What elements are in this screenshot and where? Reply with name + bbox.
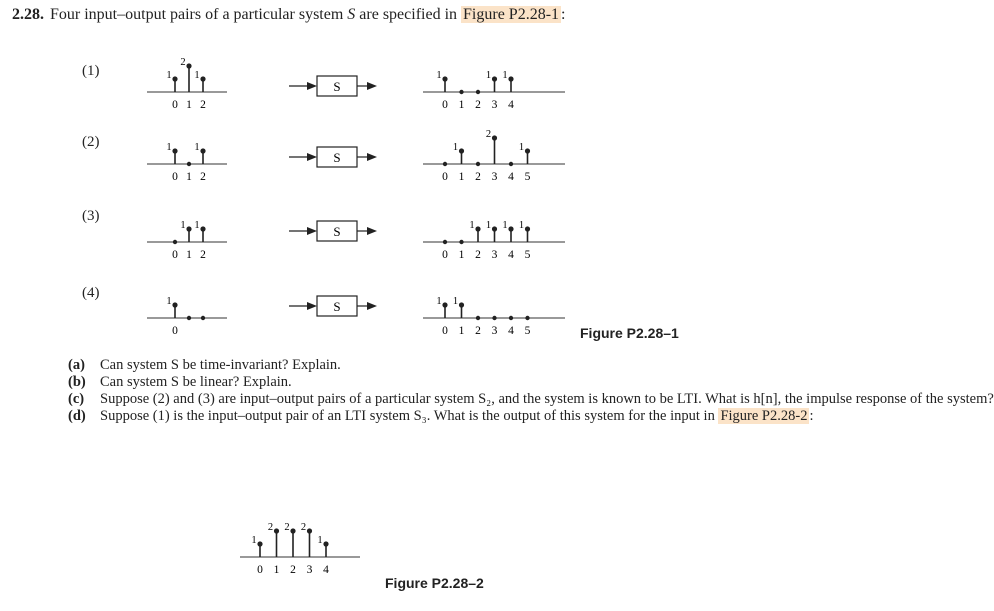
question-c-text: Suppose (2) and (3) are input–output pairs of a particular system S₂, and the system is known to be LTI. What is h[n], the impulse response of the system? <box>100 391 994 407</box>
pair-4-output-stem-head-n0 <box>442 302 447 307</box>
question-c <box>68 391 994 408</box>
pair-4-output-zero-sample-n5 <box>525 316 529 320</box>
pair-1-input-tick-1: 1 <box>186 99 192 111</box>
pair-2-output-zero-sample-n0 <box>443 162 447 166</box>
question-a-text: Can system S be time-invariant? Explain. <box>100 357 341 373</box>
pair-1-input-stem-head-n2 <box>200 76 205 81</box>
pair-4-label: (4) <box>82 285 100 301</box>
pair-3-output-tick-3: 3 <box>491 249 498 261</box>
pair-3-input-stem-head-n1 <box>186 226 191 231</box>
pair-4-output-arrow-icon <box>367 302 377 310</box>
question-d-text: Suppose (1) is the input–output pair of an LTI system S₃. What is the output of this system for the input in <box>100 408 719 424</box>
pair-2-input-tick-2: 2 <box>200 171 206 183</box>
question-c-label: (c) <box>68 391 85 407</box>
pair-3-input-zero-sample-n0 <box>173 240 177 244</box>
pair-3-output-tick-1: 1 <box>458 249 465 261</box>
pair-1-output-arrow-icon <box>367 82 377 90</box>
pair-2-output-stem-head-n3 <box>492 135 497 140</box>
pair-3-output-tick-2: 2 <box>475 249 481 261</box>
pair-2-output-tick-3: 3 <box>491 171 498 183</box>
pair-4-input-stem-head-n0 <box>172 302 177 307</box>
question-b-label: (b) <box>68 374 86 390</box>
pair-3-input-stem-head-n2 <box>200 226 205 231</box>
pair-2-label: (2) <box>82 134 100 150</box>
pair-2-output-arrow-icon <box>367 153 377 161</box>
pair-1-output-tick-2: 2 <box>475 99 481 111</box>
figure-2-input-tick-2: 2 <box>290 564 296 576</box>
pair-1-input-value-label-n2: 1 <box>194 70 200 81</box>
pair-4-output-zero-sample-n2 <box>476 316 480 320</box>
pair-1-input-arrow-icon <box>307 82 317 90</box>
figure-2-input-tick-1: 1 <box>273 564 280 576</box>
pair-3-output-stem-head-n5 <box>525 226 530 231</box>
pair-2-input-value-label-n2: 1 <box>194 142 200 153</box>
pair-1-system-label: S <box>333 79 341 94</box>
pair-2-system-label: S <box>333 150 341 165</box>
pair-1-input-tick-0: 0 <box>172 99 178 111</box>
pair-1-output-value-label-n4: 1 <box>502 70 508 81</box>
figure-2-input-tick-4: 4 <box>323 564 329 576</box>
questions-list <box>68 357 994 425</box>
problem-intro-after: are specified in <box>355 6 462 23</box>
pair-2-output-value-label-n1: 1 <box>452 142 459 153</box>
pair-3-output-zero-sample-n1 <box>459 240 463 244</box>
pair-4-input-value-label-n0: 1 <box>166 296 172 307</box>
pair-4-output-zero-sample-n4 <box>509 316 513 320</box>
figure-2-input-stem-head-n0 <box>257 541 262 546</box>
pair-2-output-tick-0: 0 <box>442 171 448 183</box>
pair-4-output-value-label-n0: 1 <box>436 296 442 307</box>
pair-3-input-value-label-n1: 1 <box>180 220 186 231</box>
pair-3-output-arrow-icon <box>367 227 377 235</box>
pair-2-output-tick-4: 4 <box>508 171 514 183</box>
pair-1-input-tick-2: 2 <box>200 99 206 111</box>
pair-2-input-tick-1: 1 <box>186 171 192 183</box>
pair-1-input-stem-head-n0 <box>172 76 177 81</box>
system-name: S <box>347 6 356 23</box>
pair-2-output-tick-5: 5 <box>524 171 531 183</box>
figure-2-reference-link[interactable]: Figure P2.28-2 <box>720 408 808 424</box>
pair-1-output-tick-4: 4 <box>508 99 514 111</box>
pair-4-input-zero-sample-n1 <box>187 316 191 320</box>
pair-1-output-stem-head-n3 <box>492 76 497 81</box>
pair-1-output-value-label-n0: 1 <box>436 70 442 81</box>
pair-1-output-tick-3: 3 <box>491 99 498 111</box>
question-d <box>68 408 814 425</box>
pair-3-label: (3) <box>82 208 100 224</box>
pair-3-input-value-label-n2: 1 <box>194 220 200 231</box>
pair-4-output-tick-1: 1 <box>458 325 465 337</box>
figure-2-input-tick-3: 3 <box>306 564 313 576</box>
question-b <box>68 374 688 391</box>
pair-4-output-tick-2: 2 <box>475 325 481 337</box>
figure-2-input-stem-head-n1 <box>274 528 279 533</box>
pair-1-output-stem-head-n4 <box>508 76 513 81</box>
problem-intro-end: : <box>561 6 566 23</box>
figure-2-input-value-label-n1: 2 <box>267 522 274 533</box>
pair-2-input-arrow-icon <box>307 153 317 161</box>
pair-3-output-value-label-n4: 1 <box>502 220 508 231</box>
pair-4-output-value-label-n1: 1 <box>452 296 459 307</box>
figure-2-input-value-label-n3: 2 <box>300 522 307 533</box>
question-b-text: Can system S be linear? Explain. <box>100 374 292 390</box>
pair-1-output-stem-head-n0 <box>442 76 447 81</box>
figure-p2-28-1-diagram <box>0 0 700 350</box>
figure-1-caption: Figure P2.28–1 <box>580 325 679 341</box>
pair-1-output-tick-1: 1 <box>458 99 465 111</box>
pair-3-input-tick-1: 1 <box>186 249 192 261</box>
pair-3-output-stem-head-n4 <box>508 226 513 231</box>
pair-2-output-value-label-n5: 1 <box>518 142 525 153</box>
pair-2-output-value-label-n3: 2 <box>485 129 492 140</box>
pair-1-input-stem-head-n1 <box>186 63 191 68</box>
figure-2-input-value-label-n4: 1 <box>317 535 323 546</box>
pair-4-output-zero-sample-n3 <box>492 316 496 320</box>
figure-2-input-stem-head-n3 <box>307 528 312 533</box>
pair-3-output-stem-head-n2 <box>475 226 480 231</box>
pair-2-input-value-label-n0: 1 <box>166 142 172 153</box>
problem-number: 2.28. <box>12 6 44 23</box>
figure-2-input-value-label-n2: 2 <box>284 522 290 533</box>
pair-3-input-tick-2: 2 <box>200 249 206 261</box>
pair-1-output-value-label-n3: 1 <box>485 70 492 81</box>
figure-2-input-value-label-n0: 1 <box>251 535 257 546</box>
pair-3-output-stem-head-n3 <box>492 226 497 231</box>
pair-3-output-value-label-n3: 1 <box>485 220 492 231</box>
pair-3-input-tick-0: 0 <box>172 249 178 261</box>
question-d-label: (d) <box>68 408 86 424</box>
pair-1-output-tick-0: 0 <box>442 99 448 111</box>
pair-2-output-zero-sample-n2 <box>476 162 480 166</box>
pair-2-input-stem-head-n0 <box>172 148 177 153</box>
pair-2-input-zero-sample-n1 <box>187 162 191 166</box>
pair-1-output-zero-sample-n2 <box>476 90 480 94</box>
question-a <box>68 357 688 374</box>
pair-4-input-zero-sample-n2 <box>201 316 205 320</box>
pair-3-output-tick-4: 4 <box>508 249 514 261</box>
question-d-text-end: : <box>809 408 814 424</box>
pair-3-output-value-label-n5: 1 <box>518 220 525 231</box>
pair-1-input-value-label-n0: 1 <box>166 70 172 81</box>
pair-2-output-zero-sample-n4 <box>509 162 513 166</box>
figure-2-caption: Figure P2.28–2 <box>385 575 484 591</box>
pair-4-output-tick-4: 4 <box>508 325 514 337</box>
pair-4-output-tick-0: 0 <box>442 325 448 337</box>
pair-4-system-label: S <box>333 299 341 314</box>
pair-2-output-tick-1: 1 <box>458 171 465 183</box>
pair-4-input-arrow-icon <box>307 302 317 310</box>
figure-2-input-stem-head-n4 <box>323 541 328 546</box>
pair-1-output-zero-sample-n1 <box>459 90 463 94</box>
pair-2-input-tick-0: 0 <box>172 171 178 183</box>
pair-4-output-stem-head-n1 <box>459 302 464 307</box>
figure-2-input-stem-head-n2 <box>290 528 295 533</box>
pair-2-input-stem-head-n2 <box>200 148 205 153</box>
pair-3-input-arrow-icon <box>307 227 317 235</box>
figure-reference-link[interactable]: Figure P2.28-1 <box>463 6 560 23</box>
problem-intro: Four input–output pairs of a particular system <box>50 6 348 23</box>
question-a-label: (a) <box>68 357 85 373</box>
pair-4-input-tick-0: 0 <box>172 325 178 337</box>
pair-1-label: (1) <box>82 63 100 79</box>
pair-2-output-stem-head-n5 <box>525 148 530 153</box>
figure-2-input-tick-0: 0 <box>257 564 263 576</box>
pair-4-output-tick-5: 5 <box>524 325 531 337</box>
pair-3-output-tick-5: 5 <box>524 249 531 261</box>
figure-p2-28-2-diagram <box>230 495 390 595</box>
pair-3-system-label: S <box>333 224 341 239</box>
pair-3-output-value-label-n2: 1 <box>469 220 475 231</box>
pair-4-output-tick-3: 3 <box>491 325 498 337</box>
pair-2-output-tick-2: 2 <box>475 171 481 183</box>
pair-2-output-stem-head-n1 <box>459 148 464 153</box>
pair-3-output-tick-0: 0 <box>442 249 448 261</box>
pair-1-input-value-label-n1: 2 <box>180 57 186 68</box>
pair-3-output-zero-sample-n0 <box>443 240 447 244</box>
